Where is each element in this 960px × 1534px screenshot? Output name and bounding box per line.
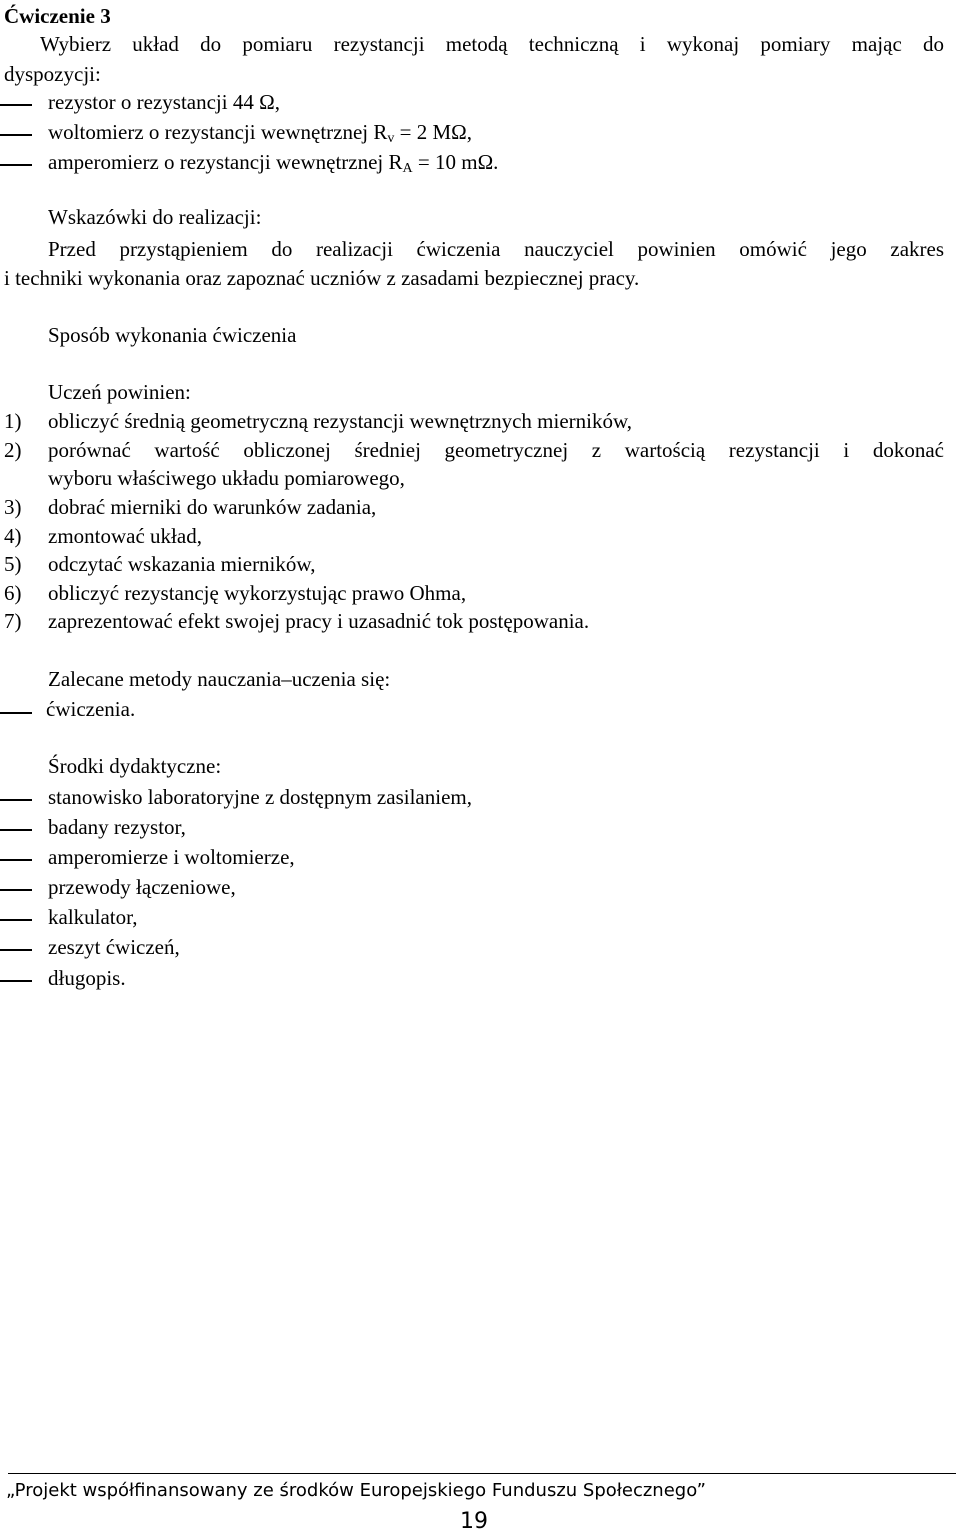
step-text: zaprezentować efekt swojej pracy i uzasadnić tok postępowania. <box>48 609 590 633</box>
step-number: 2) <box>4 438 22 462</box>
intro-line-1: Wybierz układ do pomiaru rezystancji metodą techniczną i wykonaj pomiary mając do <box>40 32 944 56</box>
aid-item: długopis. <box>48 966 126 990</box>
equipment-item <box>48 120 472 147</box>
equipment-text: rezystor o rezystancji 44 Ω, <box>48 90 280 114</box>
equipment-text: woltomierz o rezystancji wewnętrznej R <box>48 120 388 144</box>
equipment-item <box>48 90 280 115</box>
aid-item: kalkulator, <box>48 905 138 929</box>
step-number: 7) <box>4 609 22 633</box>
aid-item: stanowisko laboratoryjne z dostępnym zasilaniem, <box>48 785 472 809</box>
didactic-aids-heading: Środki dydaktyczne: <box>48 754 222 778</box>
step-text: porównać wartość obliczonej średniej geometrycznej z wartością rezystancji i dokonać <box>48 438 944 462</box>
hints-heading: Wskazówki do realizacji: <box>48 205 262 229</box>
dash-bullet <box>0 712 32 714</box>
dash-bullet <box>0 919 32 921</box>
equipment-value: = 2 MΩ, <box>394 120 472 144</box>
step-number: 1) <box>4 409 22 433</box>
equipment-item <box>48 150 498 177</box>
equipment-text: amperomierz o rezystancji wewnętrznej R <box>48 150 403 174</box>
footer-text: „Projekt współfinansowany ze środków Europejskiego Funduszu Społecznego” <box>6 1480 706 1501</box>
hints-line-2: i techniki wykonania oraz zapoznać uczniów z zasadami bezpiecznej pracy. <box>4 266 640 290</box>
step-text-continued: wyboru właściwego układu pomiarowego, <box>48 466 405 490</box>
dash-bullet <box>0 164 32 166</box>
subscript: A <box>402 161 413 176</box>
aid-item: przewody łączeniowe, <box>48 875 236 899</box>
dash-bullet <box>0 799 32 801</box>
exercise-title: Ćwiczenie 3 <box>4 4 111 28</box>
dash-bullet <box>0 134 32 136</box>
intro-line-2: dyspozycji: <box>4 62 101 86</box>
aid-item: badany rezystor, <box>48 815 186 839</box>
student-heading: Uczeń powinien: <box>48 380 191 404</box>
dash-bullet <box>0 980 32 982</box>
step-text: zmontować układ, <box>48 524 202 548</box>
dash-bullet <box>0 859 32 861</box>
step-number: 5) <box>4 552 22 576</box>
step-number: 4) <box>4 524 22 548</box>
step-text: odczytać wskazania mierników, <box>48 552 316 576</box>
method-heading: Sposób wykonania ćwiczenia <box>48 323 297 347</box>
step-text: dobrać mierniki do warunków zadania, <box>48 495 377 519</box>
teaching-method-item: ćwiczenia. <box>46 697 136 721</box>
teaching-methods-heading: Zalecane metody nauczania–uczenia się: <box>48 667 391 691</box>
step-number: 3) <box>4 495 22 519</box>
hints-line-1: Przed przystąpieniem do realizacji ćwiczenia nauczyciel powinien omówić jego zakres <box>48 237 944 261</box>
aid-item: zeszyt ćwiczeń, <box>48 935 180 959</box>
dash-bullet <box>0 889 32 891</box>
footer-divider <box>8 1473 956 1474</box>
page-number: 19 <box>460 1509 488 1534</box>
dash-bullet <box>0 829 32 831</box>
step-text: obliczyć rezystancję wykorzystując prawo Ohma, <box>48 581 467 605</box>
step-number: 6) <box>4 581 22 605</box>
subscript: v <box>387 131 395 146</box>
dash-bullet <box>0 949 32 951</box>
dash-bullet <box>0 104 32 106</box>
step-text: obliczyć średnią geometryczną rezystancji wewnętrznych mierników, <box>48 409 633 433</box>
aid-item: amperomierze i woltomierze, <box>48 845 295 869</box>
equipment-value: = 10 mΩ. <box>412 150 499 174</box>
